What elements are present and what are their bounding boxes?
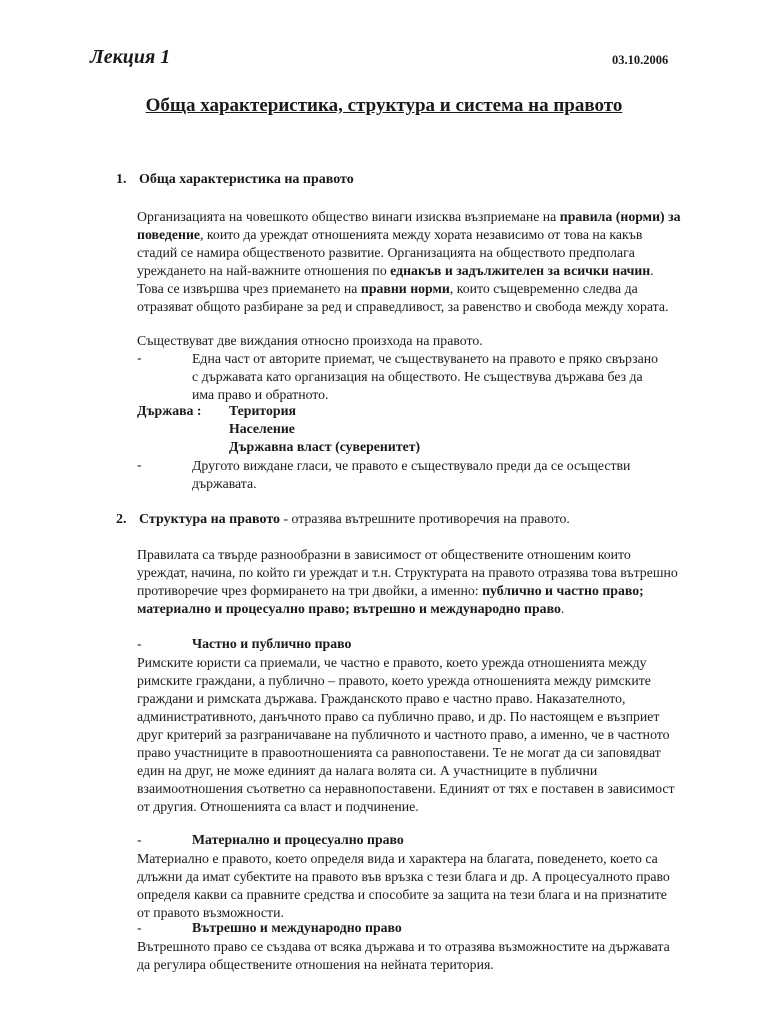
subsection-material-procedural-heading: Материално и процесуално право [192, 832, 404, 847]
list-dash: - [137, 832, 142, 847]
page-title: Обща характеристика, структура и система на правото [145, 95, 623, 116]
list-dash: - [137, 636, 142, 651]
list-item-2: Другото виждане гласи, че правото е съществувало преди да се осъществи държавата. [192, 458, 631, 491]
section-2-title-rest: - отразява вътрешните противоречия на правото. [280, 511, 570, 526]
section-2-title: Структура на правото [139, 512, 281, 527]
subsection-private-public-text: Римските юристи са приемали, че частно е правото, което урежда отношенията между римските граждани, а публично – правото, което урежда отношенията между римските граждани и римската държава. Гражданското право е частно право. Наказателното, административното, данъчното право са публично право, и др. По настоящем е възприет друг критерий за разграничаване на публичното и частното право, а именно, че в частното право участниците в правоотношенията са равнопоставени. Те не могат да си заповядват един на друг, не може единият да налага волята си. А участниците в публични взаимоотношения съответно са неравнопоставени. Единият от тях е поставен в зависимост от другия. Отношенията са власт и подчинение. [137, 655, 675, 814]
subsection-material-procedural-text: Материално е правото, което определя вида и характера на благата, поведенето, което са длъжни да имат субектите на правото във връзка с тези блага и др. А процесуалното право определя какви са правните средства и способите за защита на тези блага и на признатите от правото възможности. [137, 851, 670, 920]
section-1-title: Обща характеристика на правото [139, 172, 354, 187]
para-text: . Това се извършва чрез приемането на [137, 263, 654, 296]
list-item-1: Една част от авторите приемат, че съществуването на правото е пряко свързано с държавата като организация на обществото. Не съществува държава без да има право и обратното. [192, 351, 658, 402]
para-text: Организацията на човешкото общество винаги изисква възприемане на [137, 209, 560, 224]
para-bold: публично и частно право; материално и процесуално право; вътрешно и международно право [137, 583, 644, 616]
lecture-title: Лекция 1 [90, 46, 171, 68]
section-1-paragraph-2: Съществуват две виждания относно произхода на правото. [137, 333, 483, 348]
section-1-heading [116, 172, 354, 188]
section-1-number: 1. [116, 172, 127, 187]
state-label: Държава : [137, 403, 202, 418]
section-2-paragraph-1 [137, 546, 682, 618]
para-text: , които същевременно следва да отразяват общото разбиране за ред и справедливост, за равенство и свобода между хората. [137, 281, 669, 314]
section-2-number: 2. [116, 512, 127, 527]
list-dash: - [137, 350, 142, 365]
section-2-heading [116, 511, 570, 528]
state-item-territory: Територия [229, 403, 297, 418]
para-text: Правилата са твърде разнообразни в зависимост от обществените отношеним които уреждат, начина, по който ги уреждат и т.н. Структурата на правото отразява това вътрешно противоречие чрез формирането на три двойки, а именно: [137, 547, 678, 598]
para-text: , които да уреждат отношенията между хората независимо от това на какъв стадий се намира общественото развитие. Организацията на обществото предполага уреждането на най-важните отношения по [137, 227, 643, 278]
lecture-date: 03.10.2006 [612, 53, 669, 67]
para-bold: правила (норми) за поведение [137, 209, 681, 242]
subsection-internal-international-heading: Вътрешно и международно право [192, 920, 402, 935]
list-dash: - [137, 920, 142, 935]
subsection-internal-international-text: Вътрешното право се създава от всяка държава и то отразява възможностите на държавата да регулира обществените отношения на нейната територия. [137, 939, 670, 972]
para-bold: еднакъв и задължителен за всички начин [390, 263, 651, 278]
list-dash: - [137, 457, 142, 472]
subsection-private-public-heading: Частно и публично право [192, 636, 352, 651]
section-1-paragraph-1 [137, 208, 682, 316]
state-item-power: Държавна власт (суверенитет) [229, 439, 421, 454]
state-item-population: Население [229, 421, 295, 436]
para-text: . [560, 601, 565, 616]
para-bold: правни норми [360, 281, 450, 296]
